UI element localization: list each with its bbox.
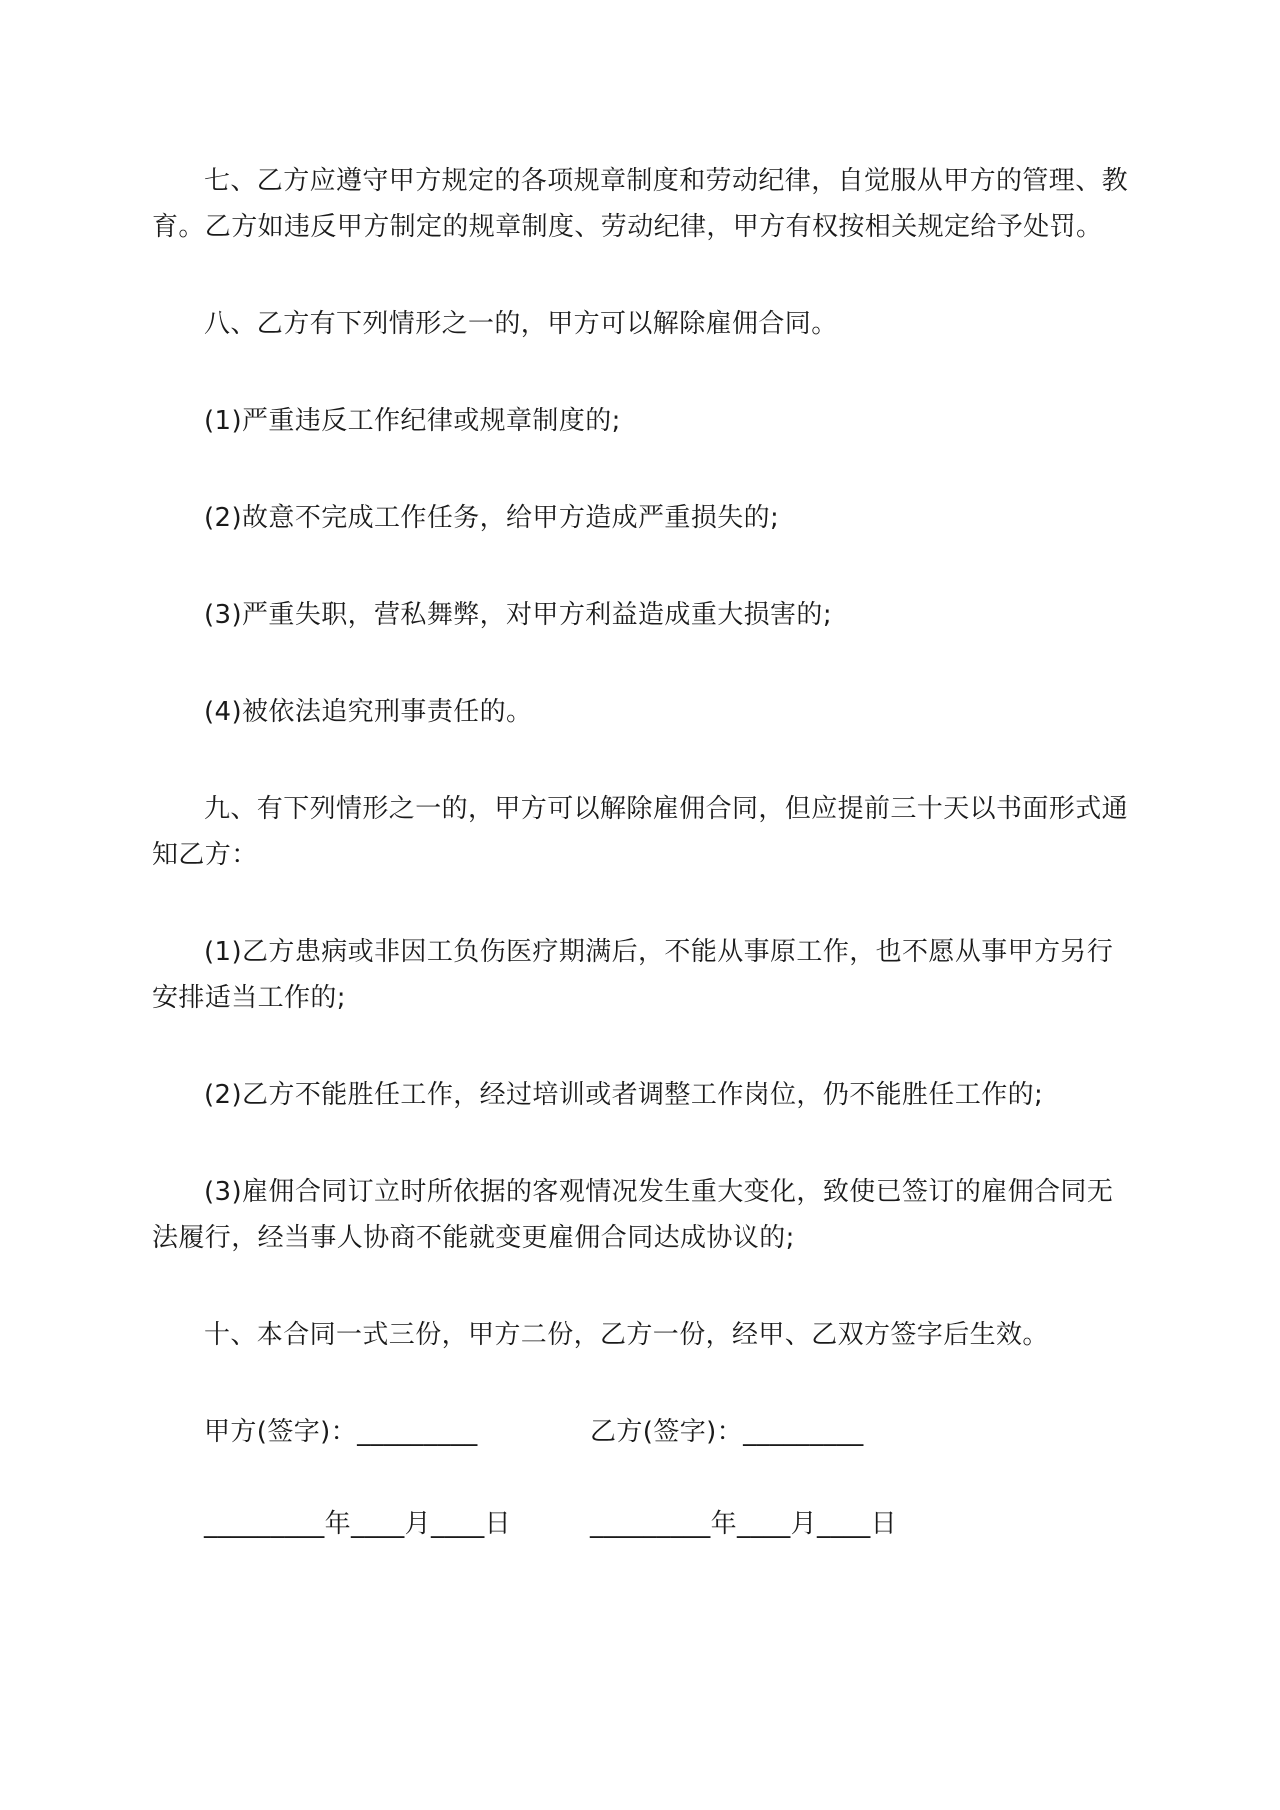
clause-8-item-2: (2)故意不完成工作任务，给甲方造成严重损失的; [204,503,780,533]
party-b-signature: 乙方(签字)：_________ [590,1417,864,1447]
party-b-date: _________年____月____日 [590,1509,897,1539]
clause-9: 九、有下列情形之一的，甲方可以解除雇佣合同，但应提前三十天以书面形式通知乙方： [152,794,1129,870]
clause-7: 七、乙方应遵守甲方规定的各项规章制度和劳动纪律，自觉服从甲方的管理、教育。乙方如违反甲方制定的规章制度、劳动纪律，甲方有权按相关规定给予处罚。 [152,166,1129,242]
clause-10: 十、本合同一式三份，甲方二份，乙方一份，经甲、乙双方签字后生效。 [204,1320,1049,1350]
party-a-date: _________年____月____日 [204,1509,511,1539]
clause-8-item-3: (3)严重失职，营私舞弊，对甲方利益造成重大损害的; [204,600,832,630]
signature-row [152,1409,1130,1455]
clause-9-item-1: (1)乙方患病或非因工负伤医疗期满后，不能从事原工作，也不愿从事甲方另行安排适当工作的; [152,937,1114,1013]
document-body [152,158,1130,1593]
clause-9-item-2: (2)乙方不能胜任工作，经过培训或者调整工作岗位，仍不能胜任工作的; [204,1080,1044,1110]
clause-8-item-1: (1)严重违反工作纪律或规章制度的; [204,406,621,436]
party-a-signature: 甲方(签字)：_________ [204,1417,478,1447]
clause-8-item-4: (4)被依法追究刑事责任的。 [204,697,533,727]
date-row [152,1501,1130,1547]
clause-8: 八、乙方有下列情形之一的，甲方可以解除雇佣合同。 [204,309,838,339]
clause-9-item-3: (3)雇佣合同订立时所依据的客观情况发生重大变化，致使已签订的雇佣合同无法履行，经当事人协商不能就变更雇佣合同达成协议的; [152,1177,1114,1253]
